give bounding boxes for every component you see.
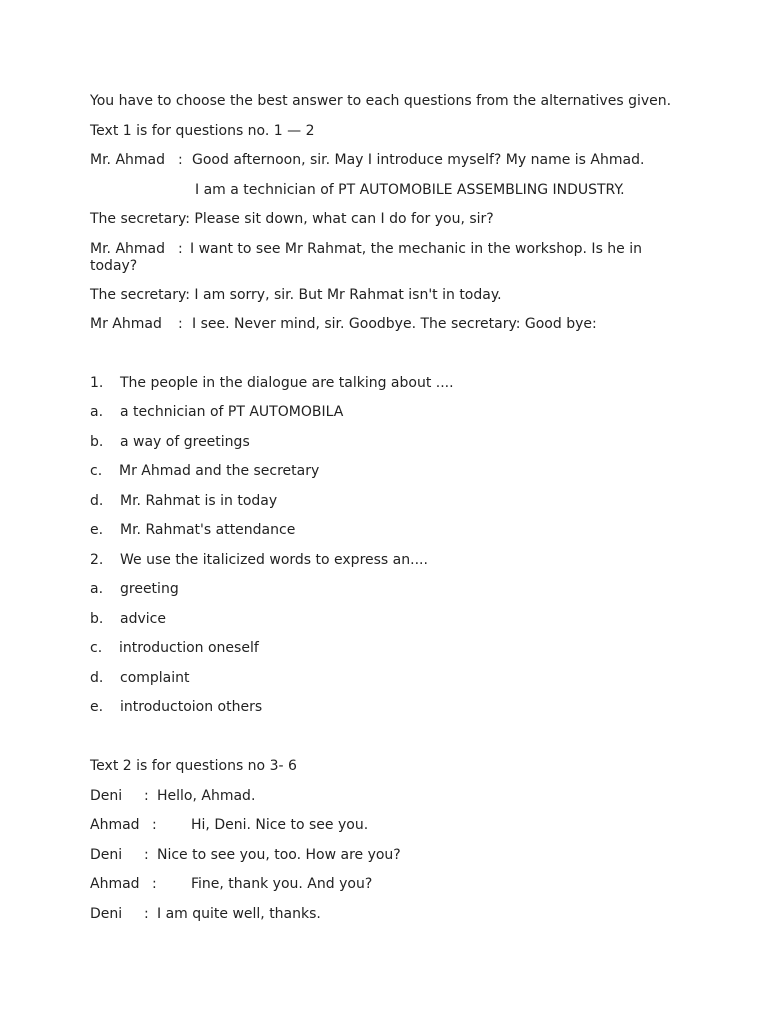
- dialogue1-line: [90, 316, 597, 333]
- answer-option: [90, 581, 179, 598]
- text1-heading: Text 1 is for questions no. 1 — 2: [90, 123, 315, 139]
- dialogue-text: Hi, Deni. Nice to see you.: [191, 817, 369, 833]
- dialogue-text: Hello, Ahmad.: [157, 788, 256, 804]
- dialogue-text: I am quite well, thanks.: [157, 906, 321, 922]
- option-letter: b.: [90, 611, 104, 627]
- dialogue2-line: [90, 876, 372, 893]
- option-text: a technician of PT AUTOMOBILA: [120, 404, 344, 420]
- text2-heading: Text 2 is for questions no 3- 6: [90, 758, 297, 774]
- option-text: Mr Ahmad and the secretary: [119, 463, 320, 479]
- answer-option: [90, 404, 343, 421]
- speaker-name: Ahmad: [90, 817, 140, 833]
- speaker-name: Deni: [90, 788, 123, 804]
- dialogue1-line: [90, 241, 650, 275]
- dialogue-text: I am a technician of PT AUTOMOBILE ASSEMBLING INDUSTRY.: [195, 182, 625, 198]
- answer-option: [90, 670, 190, 687]
- speaker-name: Mr. Ahmad: [90, 152, 166, 168]
- dialogue2-line: [90, 817, 368, 834]
- answer-option: [90, 522, 295, 539]
- question-1: [90, 375, 454, 392]
- dialogue-text: I am sorry, sir. But Mr Rahmat isn't in today.: [194, 287, 502, 303]
- dialogue-text: Fine, thank you. And you?: [191, 876, 373, 892]
- speaker-separator: :: [152, 817, 157, 833]
- speaker-name: Deni: [90, 847, 123, 863]
- dialogue2-line: [90, 788, 255, 805]
- speaker-name: Mr Ahmad: [90, 316, 162, 332]
- question-2: [90, 552, 428, 569]
- speaker-name: Mr. Ahmad: [90, 241, 166, 257]
- question-number: 1.: [90, 375, 104, 391]
- speaker-separator: :: [178, 241, 183, 257]
- dialogue-text: I want to see Mr Rahmat, the mechanic in the workshop. Is he in today?: [90, 241, 643, 274]
- option-text: greeting: [120, 581, 179, 597]
- dialogue-text: I see. Never mind, sir. Goodbye. The secretary: Good bye:: [192, 316, 597, 332]
- question-text: The people in the dialogue are talking about ....: [120, 375, 454, 391]
- option-text: introductoion others: [120, 699, 263, 715]
- option-text: introduction oneself: [119, 640, 259, 656]
- dialogue2-line: [90, 847, 401, 864]
- option-text: a way of greetings: [120, 434, 250, 450]
- option-letter: a.: [90, 404, 104, 420]
- option-letter: e.: [90, 699, 104, 715]
- option-letter: d.: [90, 670, 104, 686]
- speaker-name: The secretary: [90, 287, 186, 303]
- dialogue1-line-continued: [195, 182, 625, 199]
- speaker-name: Deni: [90, 906, 123, 922]
- speaker-separator: :: [144, 788, 149, 804]
- dialogue-text: Good afternoon, sir. May I introduce myself? My name is Ahmad.: [192, 152, 645, 168]
- question-number: 2.: [90, 552, 104, 568]
- answer-option: [90, 611, 166, 628]
- speaker-separator: :: [185, 211, 190, 227]
- answer-option: [90, 493, 277, 510]
- speaker-separator: :: [144, 906, 149, 922]
- option-letter: b.: [90, 434, 104, 450]
- option-letter: c.: [90, 463, 103, 479]
- speaker-separator: :: [185, 287, 190, 303]
- speaker-separator: :: [178, 152, 183, 168]
- question-text: We use the italicized words to express an....: [120, 552, 428, 568]
- dialogue1-line: [90, 152, 644, 169]
- option-letter: c.: [90, 640, 103, 656]
- dialogue-text: Please sit down, what can I do for you, sir?: [194, 211, 494, 227]
- instruction-text: You have to choose the best answer to each questions from the alternatives given.: [90, 93, 672, 109]
- dialogue1-line: [90, 287, 502, 304]
- answer-option: [90, 640, 259, 657]
- option-text: complaint: [120, 670, 190, 686]
- option-text: Mr. Rahmat's attendance: [120, 522, 296, 538]
- option-text: Mr. Rahmat is in today: [120, 493, 278, 509]
- dialogue1-line: [90, 211, 494, 228]
- speaker-separator: :: [144, 847, 149, 863]
- answer-option: [90, 463, 319, 480]
- dialogue2-line: [90, 906, 321, 923]
- speaker-name: Ahmad: [90, 876, 140, 892]
- speaker-name: The secretary: [90, 211, 186, 227]
- speaker-separator: :: [152, 876, 157, 892]
- option-letter: e.: [90, 522, 104, 538]
- option-letter: a.: [90, 581, 104, 597]
- option-letter: d.: [90, 493, 104, 509]
- answer-option: [90, 699, 262, 716]
- speaker-separator: :: [178, 316, 183, 332]
- option-text: advice: [120, 611, 166, 627]
- answer-option: [90, 434, 250, 451]
- dialogue-text: Nice to see you, too. How are you?: [157, 847, 401, 863]
